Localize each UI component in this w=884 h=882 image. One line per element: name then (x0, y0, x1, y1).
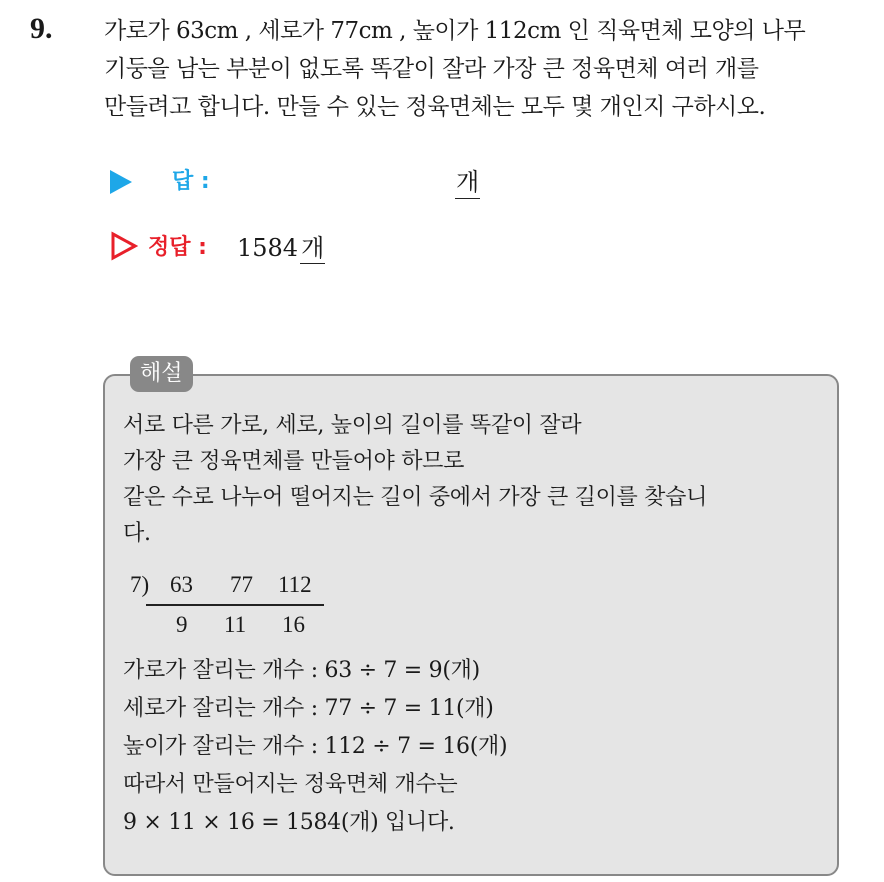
calc-line: 따라서 만들어지는 정육면체 개수는 (123, 772, 458, 797)
explanation-line: 같은 수로 나누어 떨어지는 길이 중에서 가장 큰 길이를 찾습니 (123, 485, 708, 510)
outline-triangle-icon (110, 231, 138, 261)
division-line (146, 604, 324, 606)
explanation-line: 다. (123, 521, 151, 546)
calc-line: 가로가 잘리는 개수 : 63 ÷ 7 = 9(개) (123, 658, 480, 683)
quotient: 9 (176, 612, 188, 637)
question-number: 9. (30, 12, 53, 45)
calc-line: 세로가 잘리는 개수 : 77 ÷ 7 = 11(개) (123, 696, 494, 721)
quotient: 11 (224, 612, 247, 637)
divisor: 7) (130, 572, 150, 597)
dividend: 77 (230, 572, 253, 597)
explanation-tag: 해설 (130, 356, 193, 392)
correct-answer-number: 1584 (237, 234, 299, 262)
calc-line: 높이가 잘리는 개수 : 112 ÷ 7 = 16(개) (123, 734, 508, 759)
calculation-text (123, 652, 833, 842)
dividend: 112 (278, 572, 312, 597)
calc-line: 9 × 11 × 16 = 1584(개) 입니다. (123, 810, 455, 835)
correct-answer-unit: 개 (301, 234, 325, 262)
dividend: 63 (170, 572, 193, 597)
question-line: 기둥을 남는 부분이 없도록 똑같이 잘라 가장 큰 정육면체 여러 개를 (104, 56, 759, 82)
question-text (104, 12, 874, 126)
correct-answer-value (237, 228, 325, 263)
question-line: 만들려고 합니다. 만들 수 있는 정육면체는 모두 몇 개인지 구하시오. (104, 94, 766, 120)
explanation-text (123, 408, 833, 552)
explanation-line: 서로 다른 가로, 세로, 높이의 길이를 똑같이 잘라 (123, 413, 582, 438)
quotient: 16 (282, 612, 305, 637)
play-triangle-icon (110, 170, 132, 194)
answer-input[interactable]: 개 (455, 162, 480, 199)
answer-label: 답 : (172, 169, 210, 194)
division-diagram (130, 570, 340, 642)
explanation-line: 가장 큰 정육면체를 만들어야 하므로 (123, 449, 465, 474)
question-line: 가로가 63cm , 세로가 77cm , 높이가 112cm 인 직육면체 모양의 나무 (104, 18, 806, 44)
correct-answer-label: 정답 : (148, 235, 207, 260)
